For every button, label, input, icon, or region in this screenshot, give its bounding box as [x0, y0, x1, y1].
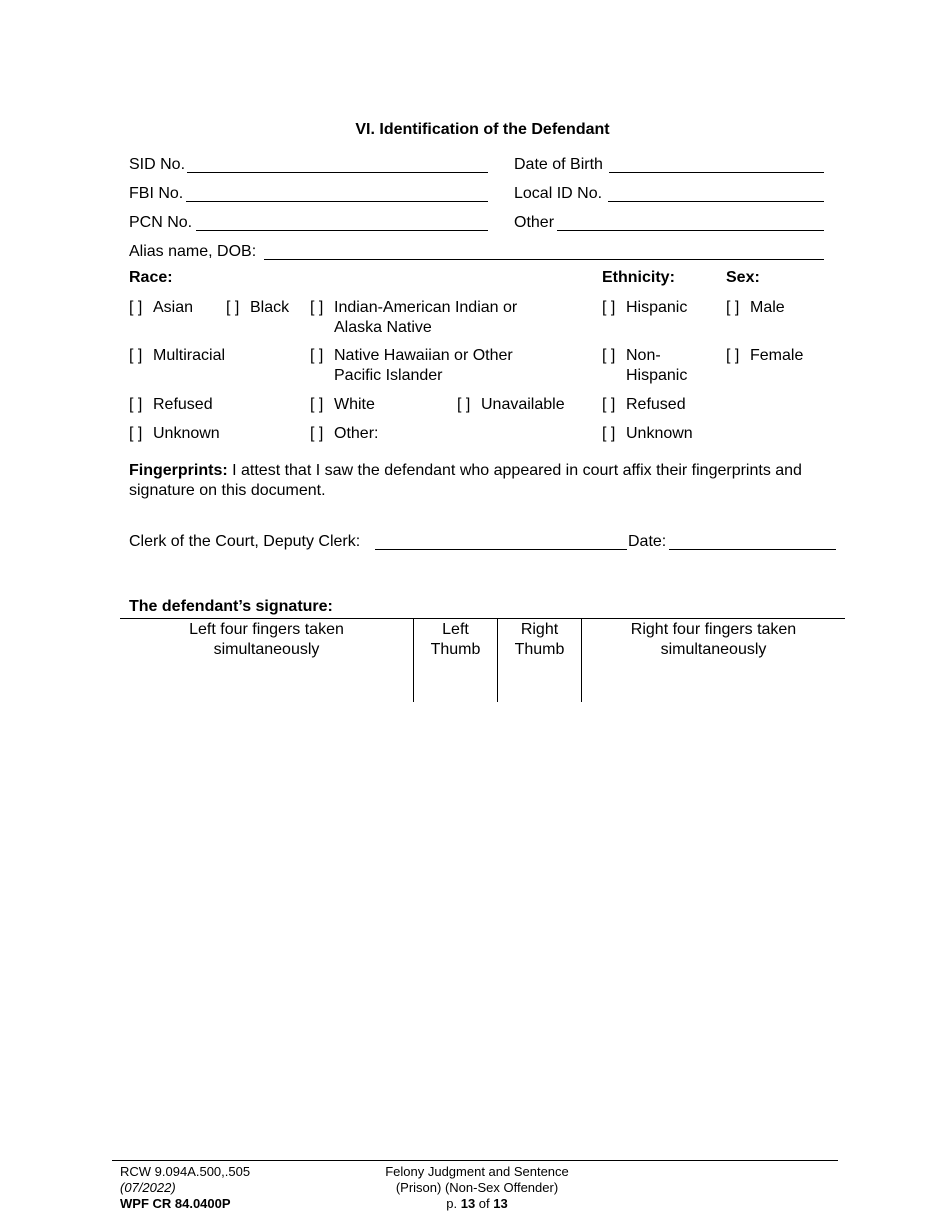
footer-divider [112, 1160, 838, 1161]
defendant-signature-label: The defendant’s signature: [129, 598, 333, 615]
checkbox[interactable]: [ ] [226, 299, 240, 316]
race-white-option[interactable]: [ ] White [310, 396, 375, 413]
checkbox[interactable]: [ ] [310, 396, 324, 413]
left-thumb-box[interactable]: Left Thumb [430, 621, 481, 658]
sid-field[interactable] [187, 172, 488, 173]
checkbox[interactable]: [ ] [457, 396, 471, 413]
fingerprint-table [120, 618, 845, 702]
alias-label: Alias name, DOB: [129, 243, 257, 260]
checkbox[interactable]: [ ] [310, 425, 324, 442]
sex-heading: Sex: [726, 269, 760, 286]
ethnicity-heading: Ethnicity: [602, 269, 675, 286]
sex-male-option[interactable]: [ ] Male [726, 299, 785, 316]
sid-label: SID No. [129, 156, 186, 173]
race-hawaiian-option[interactable]: [ ] Native Hawaiian or Other Pacific Islander [310, 347, 513, 384]
race-asian-option[interactable]: [ ] Asian [129, 299, 194, 316]
other-field[interactable] [557, 230, 824, 231]
race-multiracial-option[interactable]: [ ] Multiracial [129, 347, 226, 364]
local-id-label: Local ID No. [514, 185, 603, 202]
clerk-label: Clerk of the Court, Deputy Clerk: [129, 533, 361, 550]
footer-page-number: p. 13 of 13 [446, 1196, 508, 1211]
fingerprints-label: Fingerprints: [129, 462, 228, 479]
ethnicity-refused-option[interactable]: [ ] Refused [602, 396, 686, 413]
clerk-signature-field[interactable] [375, 549, 627, 550]
checkbox[interactable]: [ ] [310, 299, 324, 316]
fingerprints-text: I attest that I saw the defendant who appeared in court affix their fingerprints and signature on this document. [129, 462, 802, 499]
sex-female-option[interactable]: [ ] Female [726, 347, 804, 364]
fbi-field[interactable] [186, 201, 488, 202]
checkbox[interactable]: [ ] [129, 425, 143, 442]
race-indian-option[interactable]: [ ] Indian-American Indian or Alaska Native [310, 299, 518, 336]
checkbox[interactable]: [ ] [602, 299, 616, 316]
fingerprints-attestation [129, 461, 829, 501]
clerk-date-label: Date: [628, 533, 667, 550]
checkbox[interactable]: [ ] [726, 299, 740, 316]
checkbox[interactable]: [ ] [129, 347, 143, 364]
right-thumb-box[interactable]: Right Thumb [514, 621, 565, 658]
ethnicity-unknown-option[interactable]: [ ] Unknown [602, 425, 693, 442]
footer-rcw: RCW 9.094A.500,.505 [120, 1164, 251, 1179]
fbi-label: FBI No. [129, 185, 184, 202]
race-unknown-option[interactable]: [ ] Unknown [129, 425, 220, 442]
section-title: VI. Identification of the Defendant [355, 121, 610, 138]
checkbox[interactable]: [ ] [310, 347, 324, 364]
ethnicity-non-hispanic-option[interactable]: [ ] Non- Hispanic [602, 347, 688, 384]
other-label: Other [514, 214, 555, 231]
right-four-fingers-box[interactable]: Right four fingers taken simultaneously [630, 621, 797, 658]
checkbox[interactable]: [ ] [602, 425, 616, 442]
race-black-option[interactable]: [ ] Black [226, 299, 290, 316]
footer-form-number: WPF CR 84.0400P [120, 1196, 231, 1211]
race-other-option[interactable]: [ ] Other: [310, 425, 379, 442]
footer-title-line2: (Prison) (Non-Sex Offender) [395, 1180, 559, 1195]
checkbox[interactable]: [ ] [726, 347, 740, 364]
checkbox[interactable]: [ ] [129, 396, 143, 413]
alias-field[interactable] [264, 259, 824, 260]
left-four-fingers-box[interactable]: Left four fingers taken simultaneously [189, 621, 344, 658]
dob-field[interactable] [609, 172, 824, 173]
footer-title-line1: Felony Judgment and Sentence [385, 1164, 569, 1179]
checkbox[interactable]: [ ] [602, 347, 616, 364]
ethnicity-hispanic-option[interactable]: [ ] Hispanic [602, 299, 688, 316]
pcn-field[interactable] [196, 230, 488, 231]
pcn-label: PCN No. [129, 214, 193, 231]
local-id-field[interactable] [608, 201, 824, 202]
dob-label: Date of Birth [514, 156, 603, 173]
checkbox[interactable]: [ ] [602, 396, 616, 413]
race-heading: Race: [129, 269, 173, 286]
race-refused-option[interactable]: [ ] Refused [129, 396, 213, 413]
checkbox[interactable]: [ ] [129, 299, 143, 316]
race-unavailable-option[interactable]: [ ] Unavailable [457, 396, 565, 413]
clerk-date-field[interactable] [669, 549, 836, 550]
footer-date: (07/2022) [120, 1180, 176, 1195]
